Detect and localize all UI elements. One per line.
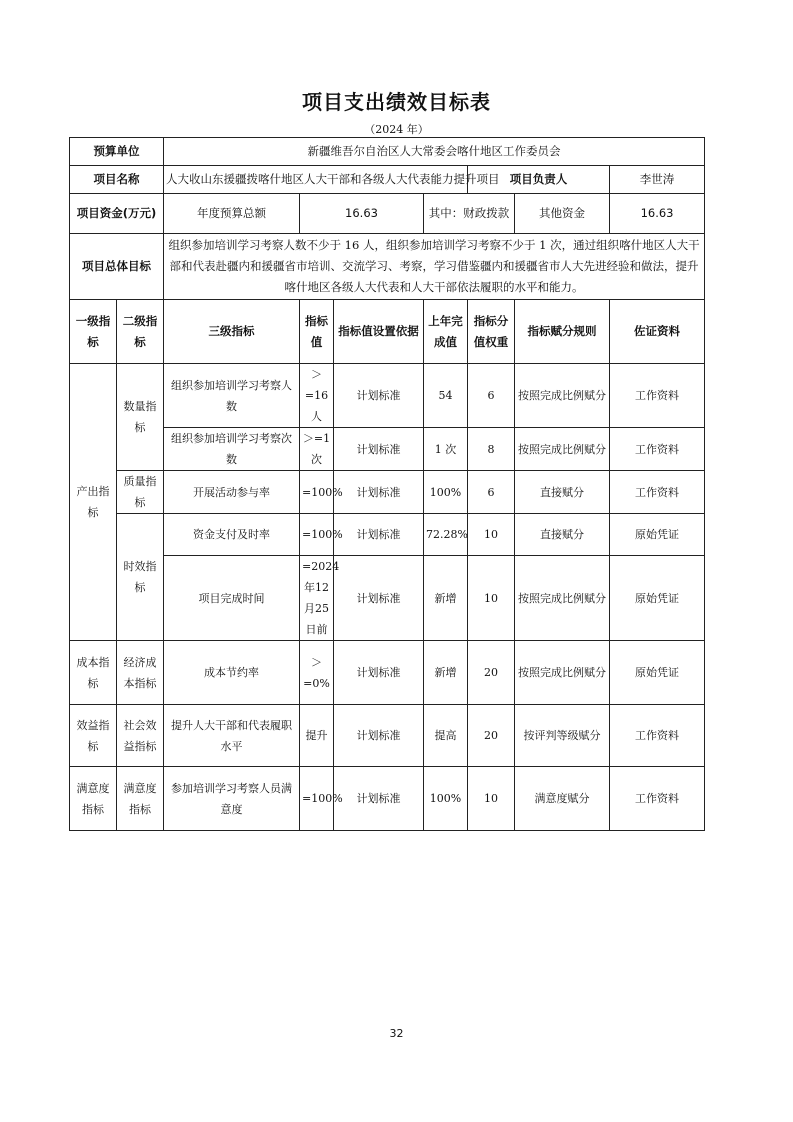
column-header-row (70, 300, 705, 364)
rule-cell: 直接赋分 (515, 471, 610, 514)
value-cell: =100% (300, 767, 334, 831)
annual-budget-label: 年度预算总额 (164, 194, 300, 234)
indicator-cell: 资金支付及时率 (164, 514, 300, 556)
fiscal-allocation-label: 其中：财政拨款 (424, 194, 515, 234)
basis-cell: 计划标准 (334, 364, 424, 428)
value-cell: ＞=0% (300, 641, 334, 705)
col-header-rule: 指标赋分规则 (515, 300, 610, 364)
basis-cell: 计划标准 (334, 767, 424, 831)
weight-cell: 20 (468, 705, 515, 767)
subgroup-timeliness: 时效指标 (117, 514, 164, 641)
last-year-cell: 新增 (424, 641, 468, 705)
value-cell: ＞=1次 (300, 428, 334, 471)
last-year-cell: 1 次 (424, 428, 468, 471)
basis-cell: 计划标准 (334, 705, 424, 767)
last-year-cell: 提高 (424, 705, 468, 767)
col-header-value: 指标值 (300, 300, 334, 364)
weight-cell: 6 (468, 364, 515, 428)
table-row (70, 767, 705, 831)
col-header-weight: 指标分值权重 (468, 300, 515, 364)
basis-cell: 计划标准 (334, 514, 424, 556)
year-subtitle: （2024 年） (364, 123, 429, 136)
weight-cell: 8 (468, 428, 515, 471)
budget-unit-row (70, 138, 705, 166)
rule-cell: 按照完成比例赋分 (515, 428, 610, 471)
indicator-cell: 参加培训学习考察人员满意度 (164, 767, 300, 831)
table-row (70, 514, 705, 556)
col-header-level1: 一级指标 (70, 300, 117, 364)
basis-cell: 计划标准 (334, 471, 424, 514)
col-header-basis: 指标值设置依据 (334, 300, 424, 364)
overall-goal-text: 组织参加培训学习考察人数不少于 16 人，组织参加培训学习考察不少于 1 次，通过组织喀什地区人大干部和代表赴疆内和援疆省市培训、交流学习、考察，学习借鉴疆内和援疆省市人大先进经验和做法，提升喀什地区各级人大代表和人大干部依法履职的水平和能力。 (164, 234, 705, 300)
table-row (70, 641, 705, 705)
indicator-cell: 提升人大干部和代表履职水平 (164, 705, 300, 767)
evidence-cell: 工作资料 (610, 705, 705, 767)
subgroup-social-benefit: 社会效益指标 (117, 705, 164, 767)
weight-cell: 10 (468, 767, 515, 831)
last-year-cell: 新增 (424, 556, 468, 641)
group-cost: 成本指标 (70, 641, 117, 705)
col-header-level2: 二级指标 (117, 300, 164, 364)
last-year-cell: 100% (424, 767, 468, 831)
value-cell: =100% (300, 471, 334, 514)
weight-cell: 10 (468, 556, 515, 641)
project-name-row (70, 166, 705, 194)
performance-target-table (69, 137, 705, 831)
project-funds-label: 项目资金(万元) (70, 194, 164, 234)
subgroup-economic-cost: 经济成本指标 (117, 641, 164, 705)
group-output: 产出指标 (70, 364, 117, 641)
table-row (70, 556, 705, 641)
col-header-level3: 三级指标 (164, 300, 300, 364)
evidence-cell: 原始凭证 (610, 641, 705, 705)
table-row (70, 364, 705, 428)
other-funds-value: 16.63 (610, 194, 705, 234)
value-cell: ＞=16人 (300, 364, 334, 428)
table-row (70, 471, 705, 514)
rule-cell: 按照完成比例赋分 (515, 364, 610, 428)
subgroup-quality: 质量指标 (117, 471, 164, 514)
evidence-cell: 工作资料 (610, 767, 705, 831)
weight-cell: 20 (468, 641, 515, 705)
basis-cell: 计划标准 (334, 641, 424, 705)
overall-goal-row (70, 234, 705, 300)
weight-cell: 10 (468, 514, 515, 556)
project-name-label: 项目名称 (70, 166, 164, 194)
col-header-last-year: 上年完成值 (424, 300, 468, 364)
indicator-cell: 组织参加培训学习考察人数 (164, 364, 300, 428)
rule-cell: 按照完成比例赋分 (515, 641, 610, 705)
last-year-cell: 54 (424, 364, 468, 428)
last-year-cell: 100% (424, 471, 468, 514)
indicator-cell: 成本节约率 (164, 641, 300, 705)
project-leader-label: 项目负责人 (468, 166, 610, 194)
indicator-cell: 项目完成时间 (164, 556, 300, 641)
subgroup-satisfaction: 满意度指标 (117, 767, 164, 831)
page-number: 32 (389, 1027, 404, 1040)
project-leader-value: 李世涛 (610, 166, 705, 194)
value-cell: =2024年12月25日前 (300, 556, 334, 641)
evidence-cell: 原始凭证 (610, 556, 705, 641)
table-row (70, 705, 705, 767)
evidence-cell: 工作资料 (610, 364, 705, 428)
group-benefit: 效益指标 (70, 705, 117, 767)
rule-cell: 满意度赋分 (515, 767, 610, 831)
weight-cell: 6 (468, 471, 515, 514)
evidence-cell: 工作资料 (610, 428, 705, 471)
col-header-evidence: 佐证资料 (610, 300, 705, 364)
project-name-value: 人大收山东援疆拨喀什地区人大干部和各级人大代表能力提升项目 (164, 166, 468, 194)
indicator-cell: 组织参加培训学习考察次数 (164, 428, 300, 471)
page-title: 项目支出绩效目标表 (302, 90, 491, 114)
value-cell: 提升 (300, 705, 334, 767)
budget-unit-value: 新疆维吾尔自治区人大常委会喀什地区工作委员会 (164, 138, 705, 166)
rule-cell: 按评判等级赋分 (515, 705, 610, 767)
last-year-cell: 72.28% (424, 514, 468, 556)
rule-cell: 直接赋分 (515, 514, 610, 556)
table-row (70, 428, 705, 471)
value-cell: =100% (300, 514, 334, 556)
overall-goal-label: 项目总体目标 (70, 234, 164, 300)
group-satisfaction: 满意度指标 (70, 767, 117, 831)
indicator-cell: 开展活动参与率 (164, 471, 300, 514)
subgroup-quantity: 数量指标 (117, 364, 164, 471)
project-funds-row (70, 194, 705, 234)
evidence-cell: 原始凭证 (610, 514, 705, 556)
evidence-cell: 工作资料 (610, 471, 705, 514)
annual-budget-value: 16.63 (300, 194, 424, 234)
basis-cell: 计划标准 (334, 556, 424, 641)
budget-unit-label: 预算单位 (70, 138, 164, 166)
rule-cell: 按照完成比例赋分 (515, 556, 610, 641)
basis-cell: 计划标准 (334, 428, 424, 471)
other-funds-label: 其他资金 (515, 194, 610, 234)
